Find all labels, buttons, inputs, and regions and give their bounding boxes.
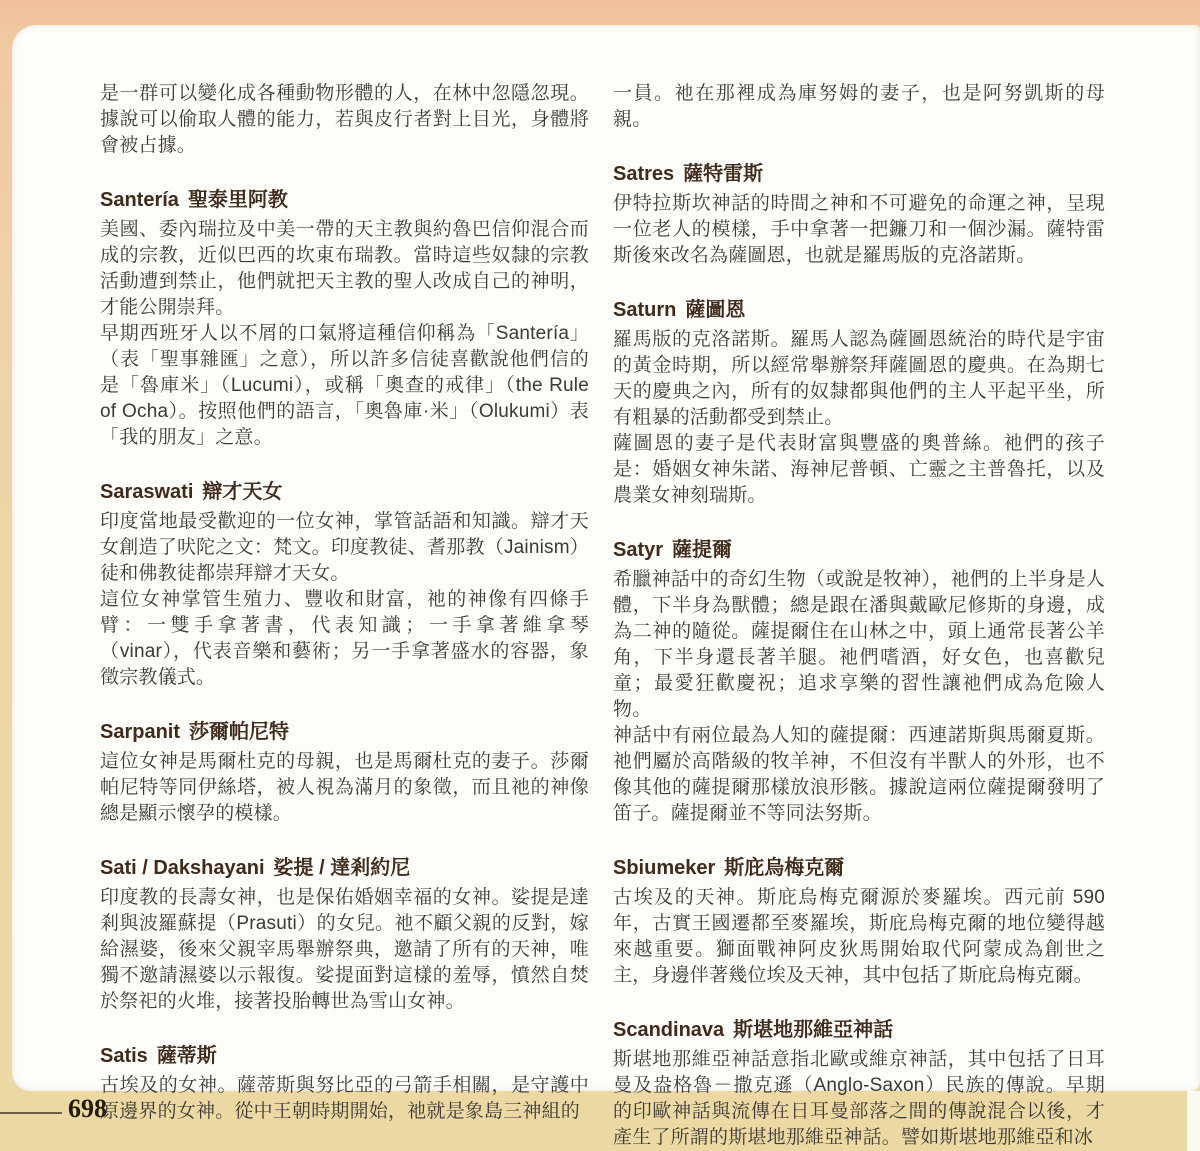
entry-paragraph: 印度教的長壽女神，也是保佑婚姻幸福的女神。娑提是達剎與波羅蘇提（Prasuti）的女兒。祂不顧父親的反對，嫁給濕婆，後來父親宰馬舉辦祭典，邀請了所有的天神，唯獨不邀請濕婆以示報復。娑提面對這樣的羞辱，憤然自焚於祭祀的火堆，接著投胎轉世為雪山女神。	[100, 887, 589, 1012]
entry-heading	[100, 719, 589, 746]
entry-paragraph: 希臘神話中的奇幻生物（或說是牧神），祂們的上半身是人體，下半身為獸體；總是跟在潘與戴歐尼修斯的身邊，成為二神的隨從。薩提爾住在山林之中，頭上通常長著公羊角，下半身還長著羊腿。祂們嗜酒，好女色，也喜歡兒童；最愛狂歡慶祝；追求享樂的習性讓祂們成為危險人物。	[613, 569, 1105, 720]
entry-paragraph: 印度當地最受歡迎的一位女神，掌管話語和知識。辯才天女創造了吠陀之文：梵文。印度教徒、耆那教（Jainism）徒和佛教徒都崇拜辯才天女。	[100, 511, 589, 584]
entry-term: Saturn	[613, 299, 677, 321]
entry-paragraph: 這位女神是馬爾杜克的母親，也是馬爾杜克的妻子。莎爾帕尼特等同伊絲塔，被人視為滿月的象徵，而且祂的神像總是顯示懷孕的模樣。	[100, 751, 589, 824]
entry-heading	[613, 537, 1105, 564]
entry-term-zh: 聖泰里阿教	[187, 189, 288, 211]
entry-satres	[613, 161, 1105, 269]
entry-term-zh: 娑提 / 達剎約尼	[273, 857, 411, 879]
entry-term: Satres	[613, 163, 675, 185]
entry-saturn	[613, 297, 1105, 509]
entry-paragraph: 神話中有兩位最為人知的薩提爾：西連諾斯與馬爾夏斯。祂們屬於高階級的牧羊神，不但沒有半獸人的外形，也不像其他的薩提爾那樣放浪形骸。據說這兩位薩提爾發明了笛子。薩提爾並不等同法努斯。	[613, 725, 1105, 824]
entry-term-zh: 斯庇烏梅克爾	[724, 857, 845, 879]
entry-paragraph: 古埃及的女神。薩蒂斯與努比亞的弓箭手相關，是守護中原邊界的女神。從中王朝時期開始，祂就是象島三神組的	[100, 1075, 589, 1122]
entry-paragraph: 古埃及的天神。斯庇烏梅克爾源於麥羅埃。西元前 590 年，古實王國遷都至麥羅埃，斯庇烏梅克爾的地位變得越來越重要。獅面戰神阿皮狄馬開始取代阿蒙成為創世之主，身邊伴著幾位埃及天神，其中包括了斯庇烏梅克爾。	[613, 887, 1105, 986]
entry-term: Saraswati	[100, 481, 194, 503]
entry-term-zh: 辯才天女	[202, 481, 283, 503]
entry-heading	[613, 161, 1105, 188]
entry-heading	[100, 855, 589, 882]
entry-paragraph: 羅馬版的克洛諾斯。羅馬人認為薩圖恩統治的時代是宇宙的黃金時期，所以經常舉辦祭拜薩圖恩的慶典。在為期七天的慶典之內，所有的奴隸都與他們的主人平起平坐，所有粗暴的活動都受到禁止。	[613, 329, 1105, 428]
entry-paragraph: 伊特拉斯坎神話的時間之神和不可避免的命運之神，呈現一位老人的模樣，手中拿著一把鐮刀和一個沙漏。薩特雷斯後來改名為薩圖恩，也就是羅馬版的克洛諾斯。	[613, 193, 1105, 266]
entry-satis	[100, 1043, 589, 1125]
entry-satyr	[613, 537, 1105, 827]
entry-term: Satyr	[613, 539, 664, 561]
entry-term: Scandinava	[613, 1019, 725, 1041]
entry-term: Sbiumeker	[613, 857, 716, 879]
entry-saraswati	[100, 479, 589, 691]
entry-paragraph: 斯堪地那維亞神話意指北歐或維京神話，其中包括了日耳曼及盎格魯－撒克遜（Anglo-Saxon）民族的傳說。早期的印歐神話與流傳在日耳曼部落之間的傳說混合以後，才產生了所謂的斯堪地那維亞神話。譬如斯堪地那維亞和冰	[613, 1049, 1105, 1148]
continuation-paragraph: 是一群可以變化成各種動物形體的人，在林中忽隱忽現。據說可以偷取人體的能力，若與皮行者對上目光，身體將會被占據。	[100, 83, 589, 156]
entry-term-zh: 薩特雷斯	[683, 163, 764, 185]
entry-heading	[613, 297, 1105, 324]
page-edge-sliver	[1187, 1091, 1200, 1151]
entry-paragraph: 薩圖恩的妻子是代表財富與豐盛的奧普絲。祂們的孩子是：婚姻女神朱諾、海神尼普頓、亡靈之主普魯托，以及農業女神刻瑞斯。	[613, 433, 1105, 506]
entry-term: Santería	[100, 189, 179, 211]
entry-term-zh: 莎爾帕尼特	[189, 721, 290, 743]
entry-santeria	[100, 187, 589, 451]
entry-scandinava	[613, 1017, 1105, 1151]
entry-paragraph: 這位女神掌管生殖力、豐收和財富，祂的神像有四條手臂：一雙手拿著書，代表知識；一手拿著維拿琴（vinar），代表音樂和藝術；另一手拿著盛水的容器，象徵宗教儀式。	[100, 589, 589, 688]
entry-term-zh: 薩提爾	[672, 539, 733, 561]
entry-heading	[100, 479, 589, 506]
entry-term-zh: 斯堪地那維亞神話	[733, 1019, 894, 1041]
entry-sati-dakshayani	[100, 855, 589, 1015]
entry-heading	[613, 855, 1105, 882]
entry-heading	[100, 1043, 589, 1070]
entry-heading	[613, 1017, 1105, 1044]
entry-heading	[100, 187, 589, 214]
entry-sbiumeker	[613, 855, 1105, 989]
entry-term: Satis	[100, 1045, 148, 1067]
entry-term-zh: 薩蒂斯	[156, 1045, 217, 1067]
entry-term: Sarpanit	[100, 721, 181, 743]
entry-paragraph: 早期西班牙人以不屑的口氣將這種信仰稱為「Santería」（表「聖事雜匯」之意），所以許多信徒喜歡說他們信的是「魯庫米」（Lucumi），或稱「奧查的戒律」（the Rule of Ocha）。按照他們的語言，「奧魯庫·米」（Olukumi）表「我的朋友」之意。	[100, 323, 589, 448]
entry-sarpanit	[100, 719, 589, 827]
entry-term: Sati / Dakshayani	[100, 857, 265, 879]
entry-term-zh: 薩圖恩	[685, 299, 746, 321]
entry-paragraph: 美國、委內瑞拉及中美一帶的天主教與約魯巴信仰混合而成的宗教，近似巴西的坎東布瑞教。當時這些奴隸的宗教活動遭到禁止，他們就把天主教的聖人改成自己的神明，才能公開崇拜。	[100, 219, 589, 318]
left-column	[100, 81, 589, 1125]
page-number: 698	[68, 1094, 107, 1123]
continuation-paragraph: 一員。祂在那裡成為庫努姆的妻子，也是阿努凱斯的母親。	[613, 83, 1105, 130]
right-column	[613, 81, 1105, 1151]
footer-rule	[0, 1112, 62, 1114]
